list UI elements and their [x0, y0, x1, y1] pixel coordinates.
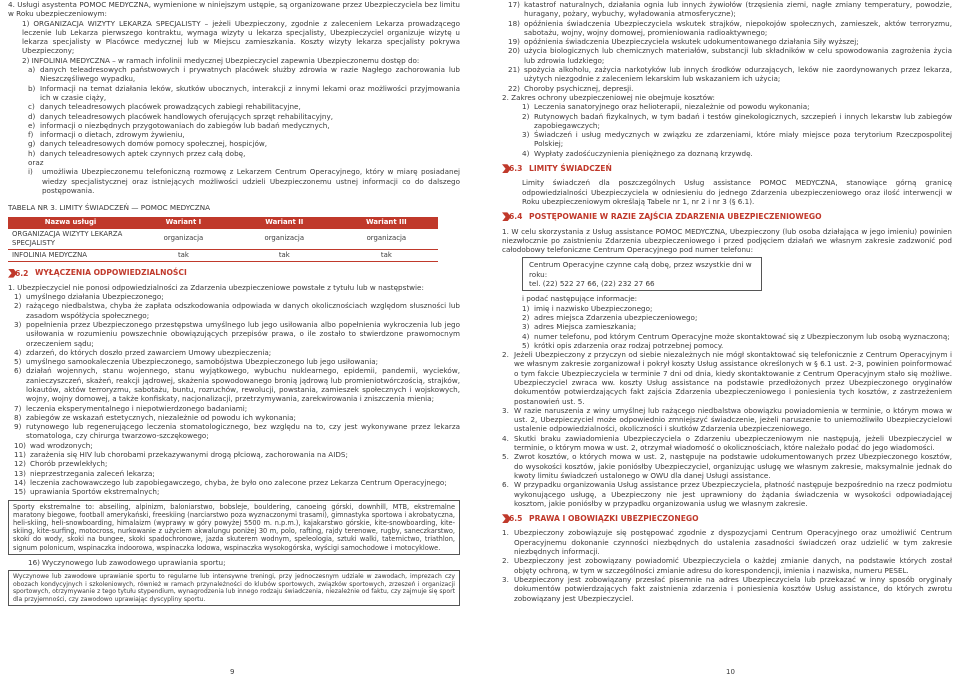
professional-sport-box: Wyczynowe lub zawodowe uprawianie sportu to regularne lub intensywne treningi, przy jednoczesnym udziale w zawodach, imprezach czy obozach kondycyjnych i szkoleniowych, również w ramach przynależności do klubów sportowych, związków sportowych, zrzeszeń i organizacji sportowych, otrzymywanie z tego tytułu stypendium, wynagrodzenia lub innego rodzaju świadczenia, niezależnie od faktu, czy zajmuje się sport dla przyjemności, czy zawodowo uprawiając dyscypliny sportu.: [8, 570, 460, 606]
item-text: krótki opis zdarzenia oraz rodzaj potrzebnej pomocy.: [534, 340, 724, 350]
list-item: [502, 332, 952, 341]
list-item: [8, 459, 460, 468]
table-cell: organizacja: [335, 229, 438, 250]
item-text: działań wojennych, stanu wojennego, stanu wyjątkowego, wybuchu nuklearnego, epidemii, pandemii, wycieków, zanieczyszczeń, skażeń, reakcji jądrowej, skażenia spowodowanego bronią jądrową lub promieniotwórczością, strajków, lokautów, aktów terroryzmu, sabotażu, buntu, rozruchów, rewolucji, powstania, zamieszek społecznych i wojskowych, wojny, wojny domowej, a także konfiskaty, nacjonalizacji, przetrzymywania, zarekwirowania i zniszczenia mienia;: [26, 366, 460, 404]
provide-info-text: i podać następujące informacje:: [522, 294, 638, 304]
list-item: [8, 469, 460, 478]
table-header-row: [8, 217, 438, 229]
list-item: [502, 480, 952, 508]
item-text: zabiegów ze wskazań estetycznych, niezależnie od powodu ich wykonania;: [26, 412, 296, 422]
list-item: [8, 84, 460, 103]
oraz-text: oraz: [28, 158, 44, 168]
item-text: imię i nazwisko Ubezpieczonego;: [534, 303, 653, 313]
item-number: 1.: [502, 528, 509, 538]
item-number: 8): [14, 412, 22, 422]
page-number-right: 10: [726, 668, 735, 676]
table-cell: ORGANIZACJA WIZYTY LEKARZA SPECJALISTY: [8, 229, 133, 250]
list-item: [8, 348, 460, 357]
item-text: Wyczynowego lub zawodowego uprawiania sportu;: [42, 557, 226, 567]
item-number: 6): [14, 366, 22, 376]
item-number: h): [28, 148, 36, 158]
list-item: [8, 167, 460, 195]
section-number: 6.4: [509, 212, 523, 222]
item-number: 3.: [502, 574, 509, 584]
section-heading: [8, 268, 460, 277]
item-number: b): [28, 83, 36, 93]
item-number: 19): [508, 37, 520, 47]
item-number: 1): [522, 102, 530, 112]
item-text: W razie naruszenia z winy umyślnej lub rażącego niedbalstwa obowiązku powiadomienia w terminie, o którym mowa w ust. 2, Ubezpieczyciel może odpowiednio zmniejszyć świadczenie, jeżeli naruszenie to uniemożliwiło Ubezpieczycielowi ustalenie odpowiedzialności, okoliczności i skutków Zdarzenia ubezpieczeniowego.: [514, 405, 952, 434]
item-text: spożycia alkoholu, zażycia narkotyków lub innych środków odurzających, leków nie zaordynowanych przez lekarza, użytych niezgodnie z zaleceniem lekarskim lub wskazaniem ich użycia;: [524, 65, 952, 84]
item-number: g): [28, 139, 36, 149]
list-item: [8, 487, 460, 496]
list-item: [8, 441, 460, 450]
extreme-sports-box: Sporty ekstremalne to: abseiling, alpinizm, baloniarstwo, bobsleje, bouldering, canoeing górski, downhill, MTB, ekstremalne maratony biegowe, football amerykański, freeskiing (narciarstwo poza wyznaczonymi trasami), gimnastyka sportowa i akrobatyczna, heli-skiing, heli-snowboarding, himalaizm (wyprawy w góry powyżej 5500 m. n.p.m.), kajakarstwo górskie, kite-snowboarding, kite-skiing, kite-surfing, motocross, nurkowanie z użyciem akwalungu poniżej 30 m, polo, rafting, rajdy terenowe, rugby, saneczkarstwo, skoki do wody, skoki na bungee, skoki spadochronowe, jazda skuterem wodnym, speleologia, sztuki walki, taternictwo, triathlon, signum polonicum, wspinaczka indoorowa, wspinaczka lodowa, wspinaczka wysokogórska, wyścigi samochodowe i motocyklowe.: [8, 500, 460, 555]
provide-info-list: [502, 304, 952, 350]
list-item: [502, 313, 952, 322]
item-number: 3): [522, 130, 530, 140]
table-header-cell: Wariant III: [335, 217, 438, 229]
list-item: [502, 528, 952, 556]
list-item: [502, 0, 952, 19]
item-text: Wypłaty zadośćuczynienia pieniężnego za doznaną krzywdę.: [534, 148, 753, 158]
list-item: [502, 556, 952, 575]
item-text: rutynowego lub regenerującego leczenia stomatologicznego, bez względu na to, czy jest wykonywane przez lekarza stomatologa, czy chirurga twarzowo-szczękowego;: [26, 422, 460, 441]
section-number: 6.2: [15, 268, 29, 278]
para-2: 2. Zakres ochrony ubezpieczeniowej nie obejmuje kosztów:: [502, 92, 715, 102]
procedure-list: [502, 350, 952, 508]
item-text: Ubezpieczony zobowiązuje się postępować zgodnie z dyspozycjami Centrum Operacyjnego oraz umożliwić Centrum Operacyjnemu dokonanie czynności niezbędnych do ustalenia zasadności świadczeń oraz udzielić w tym zakresie niezbędnych informacji.: [514, 528, 952, 557]
item-number: 18): [508, 18, 520, 28]
procedure-para-1: 1. W celu skorzystania z Usług assistance POMOC MEDYCZNA, Ubezpieczony (lub osoba działająca w jego imieniu) powinien niezwłocznie po zaistnieniu Zdarzenia ubezpieczeniowego i przed podjęciem działań we własnym zakresie zadzwonić pod całodobowy telefoniczne Centrum Operacyjnego pod numer telefonu:: [502, 226, 952, 255]
item-text: nieprzestrzegania zaleceń lekarza;: [30, 468, 155, 478]
contact-box: [522, 257, 762, 291]
item-number: 17): [508, 0, 520, 9]
item-text: rażącego niedbalstwa, chyba że zapłata odszkodowania odpowiada w danych okolicznościach względom słuszności lub zasadom współżycia społecznego;: [26, 301, 460, 320]
section-paragraph-icon: [8, 268, 29, 278]
item-text: Ubezpieczony jest zobowiązany przesłać pisemnie na adres Ubezpieczyciela lub przekazać w inny sposób oryginały dokumentów potwierdzających fakt zaistnienia zdarzenia i poniesienia kosztów Usług assistance, do których zwrotu zobowiązany jest Ubezpieczyciel.: [514, 574, 952, 603]
item-number: 15): [14, 487, 26, 497]
list-item: [8, 139, 460, 148]
item-number: 4): [522, 148, 530, 158]
section-heading: [502, 514, 952, 523]
section-title: POSTĘPOWANIE W RAZIE ZAJŚCIA ZDARZENIA UBEZPIECZENIOWEGO: [529, 212, 822, 222]
list-item: [502, 102, 952, 111]
item-number: 7): [14, 403, 22, 413]
limits-table: [8, 217, 438, 263]
list-item: [502, 304, 952, 313]
table-cell: INFOLINIA MEDYCZNA: [8, 250, 133, 262]
item-number: d): [28, 111, 36, 121]
list-item: [8, 413, 460, 422]
item-text: numer telefonu, pod którym Centrum Operacyjne może skontaktować się z Ubezpieczonym lub osobą wyznaczoną;: [534, 331, 950, 341]
list-item: [502, 84, 952, 93]
item-text: danych teleadresowych aptek czynnych przez całą dobę,: [40, 148, 246, 158]
table-body: [8, 229, 438, 262]
table-header-cell: Wariant II: [234, 217, 335, 229]
item-text: leczenia eksperymentalnego i niepotwierdzonego badaniami;: [26, 403, 248, 413]
item-number: 6.: [502, 480, 509, 490]
item-number: f): [28, 130, 34, 140]
section-title: LIMITY ŚWIADCZEŃ: [529, 164, 612, 174]
item-text: Jeżeli Ubezpieczony z przyczyn od siebie niezależnych nie mógł skontaktować się telefonicznie z Centrum Operacyjnym i we własnym zakresie zorganizował i pokrył koszty Usług assistance określonych w § 6.1 ust. 2-3, powinien poinformować o tym fakcie Ubezpieczyciela w terminie 7 dni od dnia, kiedy skontaktowanie z Centrum Operacyjnym stało się możliwe. Ubezpieczyciel zwraca ww. koszty Usług assistance na podstawie przedłożonych przez Ubezpieczonego oryginałów dokumentów potwierdzających fakt zajścia Zdarzenia ubezpieczeniowego i poniesienia tych kosztów, z zastrzeżeniem postanowień ust. 5.: [514, 350, 952, 406]
item-number: 2.: [502, 350, 509, 360]
exclusions-list: [8, 292, 460, 497]
list-item: [502, 434, 952, 453]
item-text: Świadczeń i usług medycznych w związku ze zdarzeniami, które miały miejsce poza terytorium Rzeczpospolitej Polskiej;: [534, 130, 952, 149]
item-text: Ubezpieczony jest zobowiązany powiadomić Ubezpieczyciela o każdej zmianie danych, na podstawie których został objęty ochroną, w tym w szczególności zmianie adresu do korespondencji, imienia i nazwiska, numeru PESEL.: [514, 556, 952, 575]
list-item: [8, 301, 460, 320]
item-number: a): [28, 65, 36, 75]
list-item: [502, 130, 952, 149]
item-number: 5): [14, 357, 22, 367]
list-item: [502, 46, 952, 65]
item-text: informacji o niezbędnych przygotowaniach do zabiegów lub badań medycznych,: [40, 120, 330, 130]
list-item: [8, 422, 460, 441]
item-number: i): [28, 167, 33, 177]
service-infoline: 2) INFOLINIA MEDYCZNA – w ramach infolinii medycznej Ubezpieczyciel zapewnia Ubezpieczonemu dostęp do:: [22, 55, 420, 65]
para-4: 4. Usługi asystenta POMOC MEDYCZNA, wymienione w niniejszym ustępie, są organizowane przez Ubezpieczyciela bez limitu w Roku ubezpieczeniowym:: [8, 0, 460, 19]
item-number: 5.: [502, 452, 509, 462]
item-number: 13): [14, 468, 26, 478]
list-item: [502, 575, 952, 603]
item-number: 9): [14, 422, 22, 432]
list-item: [502, 341, 952, 350]
item-number: 20): [508, 46, 520, 56]
left-page: [8, 0, 460, 679]
item-text: opóźnienia świadczenia Ubezpieczyciela wskutek strajków, niepokojów społecznych, zamieszek, aktów terroryzmu, sabotażu, wojny, wojny domowej, promieniowania radioaktywnego;: [524, 18, 952, 37]
list-item: [502, 37, 952, 46]
table-cell: tak: [133, 250, 234, 262]
item-number: 3.: [502, 405, 509, 415]
section-title: PRAWA I OBOWIĄZKI UBEZPIECZONEGO: [529, 514, 699, 524]
table-title: TABELA NR 3. LIMITY ŚWIADCZEŃ — POMOC MEDYCZNA: [8, 203, 211, 213]
item-number: 22): [508, 83, 520, 93]
item-number: 1): [522, 303, 530, 313]
item-text: Skutki braku zawiadomienia Ubezpieczyciela o Zdarzeniu ubezpieczeniowym nie następują, jeżeli Ubezpieczyciel w terminie, o którym mowa w ust. 2, otrzymał wiadomość o okolicznościach, które należało podać do jego wiadomości.: [514, 433, 952, 453]
item-text: Choroby psychicznej, depresji.: [524, 83, 634, 93]
item-text: zdarzeń, do których doszło przed zawarciem Umowy ubezpieczenia;: [26, 347, 272, 357]
item-text: danych teleadresowych placówek handlowych oferujących sprzęt rehabilitacyjny,: [40, 111, 334, 121]
excluded-costs-list: [502, 102, 952, 158]
table-header-cell: Wariant I: [133, 217, 234, 229]
table-header-cell: Nazwa usługi: [8, 217, 133, 229]
section-heading: [502, 212, 952, 221]
section-paragraph-icon: [502, 164, 523, 174]
item-number: 4): [522, 331, 530, 341]
table-cell: tak: [234, 250, 335, 262]
list-item: [502, 65, 952, 84]
item-text: uprawiania Sportów ekstremalnych;: [30, 487, 160, 497]
section-number: 6.3: [509, 164, 523, 174]
list-item: [8, 292, 460, 301]
item-text: adres miejsca Zdarzenia ubezpieczeniowego;: [534, 312, 698, 322]
list-item: [8, 478, 460, 487]
rights-obligations-list: [502, 528, 952, 602]
limits-text: Limity świadczeń dla poszczególnych Usług assistance POMOC MEDYCZNA, stanowiące górną granicę odpowiedzialności Ubezpieczyciela w odniesieniu do jednego Zdarzenia ubezpieczeniowego oraz ilość interwencji w Roku ubezpieczeniowym określają Tabele nr 1, nr 2 i nr 3 (§ 6.1).: [522, 178, 952, 206]
item-number: c): [28, 102, 35, 112]
list-item: [8, 320, 460, 348]
list-item: [502, 350, 952, 406]
section-paragraph-icon: [502, 514, 523, 524]
list-item: [502, 322, 952, 331]
section-number: 6.5: [509, 514, 523, 524]
table-row: [8, 229, 438, 250]
section-heading: [502, 164, 952, 173]
list-item: [8, 357, 460, 366]
list-item: [502, 112, 952, 131]
item-number: 3): [522, 322, 530, 332]
contact-phone[interactable]: tel. (22) 522 27 66, (22) 232 27 66: [529, 279, 655, 289]
item-text: popełnienia przez Ubezpieczonego przestępstwa umyślnego lub jego usiłowania albo popełnienia wykroczenia lub jego usiłowania w rozumieniu powszechnie obowiązujących przepisów prawa, o ile zostało to stwierdzone prawomocnym orzeczeniem sądu;: [26, 319, 460, 348]
list-item: [8, 121, 460, 130]
item-number: e): [28, 120, 36, 130]
right-page: [502, 0, 952, 679]
page-number-left: 9: [230, 668, 235, 676]
section-title: WYŁĄCZENIA ODPOWIEDZIALNOŚCI: [35, 268, 187, 278]
item-text: opóźnienia świadczenia Ubezpieczyciela wskutek udokumentowanego działania Siły wyższej;: [524, 37, 859, 47]
service-specialist: 1) ORGANIZACJA WIZYTY LEKARZA SPECJALISTY – jeżeli Ubezpieczony, zgodnie z zaleceniem Lekarza prowadzącego leczenie lub Lekarza pierwszego kontraktu, wymaga wizyty u lekarza specjalisty, Ubezpieczyciel organizuje wizytę u lekarza specjalisty w Placówce medycznej lub w Miejscu zamieszkania. Koszty wizyty lekarza specjalisty pokrywa Ubezpieczony;: [22, 18, 460, 56]
item-text: Informacji na temat działania leków, skutków ubocznych, interakcji z innymi lekami oraz możliwości przyjmowania ich w czasie ciąży,: [40, 83, 460, 102]
item-number: 1): [14, 292, 22, 302]
item-number: 2): [522, 312, 530, 322]
section-paragraph-icon: [502, 212, 523, 222]
list-item: [502, 19, 952, 38]
list-item: [8, 102, 460, 111]
list-item: [8, 404, 460, 413]
list-item: [502, 452, 952, 480]
item-text: danych teleadresowych placówek prowadzących zabiegi rehabilitacyjne,: [40, 102, 301, 112]
item-text: informacji o dietach, zdrowym żywieniu,: [40, 130, 185, 140]
list-item: [8, 450, 460, 459]
item-text: Zwrot kosztów, o których mowa w ust. 2, następuje na podstawie udokumentowanych przez Ubezpieczonego kosztów, do wysokości kosztów, jakie poniósłby Ubezpieczyciel, organizując usługę we własnym zakresie, maksymalnie jednak do kwoty limitu świadczeń ustalonego w OWU dla danej Usługi assistance.: [514, 452, 952, 480]
item-number: 21): [508, 65, 520, 75]
item-number: 2.: [502, 556, 509, 566]
item-text: umożliwia Ubezpieczonemu telefoniczną rozmowę z Lekarzem Centrum Operacyjnego, który w miarę posiadanej wiedzy specjalistycznej oraz istniejących możliwości udzieli Ubezpieczonemu ustnej informacji co do dalszego postępowania.: [42, 167, 460, 195]
item-number: 16): [28, 557, 40, 567]
exclusions-intro: 1. Ubezpieczyciel nie ponosi odpowiedzialności za Zdarzenia ubezpieczeniowe powstałe z tytułu lub w następstwie:: [8, 282, 424, 292]
infoline-list: [8, 65, 460, 158]
item-text: użycia biologicznych lub chemicznych materiałów, substancji lub składników w celu spowodowania zagrożenia życia lub zdrowia ludzkiego;: [524, 46, 952, 65]
table-row: [8, 250, 438, 262]
item-number: 4.: [502, 433, 509, 443]
item-text: W przypadku organizowania Usług assistance przez Ubezpieczyciela, płatność następuje bezpośrednio na rzecz podmiotu wykonującego usługę, a Ubezpieczony nie jest uprawniony do żądania świadczenia w wysokości odpowiadającej kosztom, jakie poniósłby w przypadku organizowania usług we własnym zakresie.: [514, 480, 952, 508]
item-text: Rutynowych badań fizykalnych, w tym badań i testów ginekologicznych, szczepień i innych lekarstw lub zabiegów zapobiegawczych;: [534, 111, 952, 130]
item-text: umyślnego działania Ubezpieczonego;: [26, 292, 164, 302]
item-text: danych teleadresowych państwowych i prywatnych placówek służby zdrowia w razie Nagłego zachorowania lub Nieszczęśliwego wypadku,: [40, 65, 460, 84]
item-number: 2): [14, 301, 22, 311]
item-text: danych teleadresowych domów pomocy społecznej, hospicjów,: [40, 139, 268, 149]
list-item: [8, 130, 460, 139]
item-text: umyślnego samookaleczenia Ubezpieczonego, samobójstwa Ubezpieczonego lub jego usiłowania;: [26, 357, 379, 367]
list-item: [502, 149, 952, 158]
item-number: 4): [14, 347, 22, 357]
item-number: 12): [14, 459, 26, 469]
item-number: 2): [522, 111, 530, 121]
item-text: Leczenia sanatoryjnego oraz helioterapii, niezależnie od powodu wykonania;: [534, 102, 810, 112]
item-text: zarażenia się HIV lub chorobami przekazywanymi drogą płciową, zachorowania na AIDS;: [30, 450, 348, 460]
item-text: adres Miejsca zamieszkania;: [534, 322, 637, 332]
item-number: 11): [14, 450, 26, 460]
list-item: [8, 149, 460, 158]
exclusions-continued-list: [502, 0, 952, 93]
table-cell: organizacja: [133, 229, 234, 250]
item-number: 10): [14, 440, 26, 450]
contact-hours: Centrum Operacyjne czynne całą dobę, przez wszystkie dni w roku:: [529, 260, 752, 279]
list-item: [8, 558, 460, 567]
list-item: [8, 366, 460, 403]
item-number: 5): [522, 340, 530, 350]
table-cell: tak: [335, 250, 438, 262]
item-text: leczenia zachowawczego lub zapobiegawczego, chyba, że było ono zalecone przez Lekarza Centrum Operacyjnego;: [30, 477, 447, 487]
item-text: katastrof naturalnych, działania ognia lub innych żywiołów (trzęsienia ziemi, nagłe zmiany temperatury, powodzie, huragany, pożary, wybuchy, wyładowania atmosferyczne);: [524, 0, 952, 19]
list-item: [8, 65, 460, 84]
list-item: [8, 112, 460, 121]
item-number: 3): [14, 319, 22, 329]
item-text: Chorób przewlekłych;: [30, 459, 108, 469]
item-text: wad wrodzonych;: [30, 440, 93, 450]
table-cell: organizacja: [234, 229, 335, 250]
list-item: [502, 406, 952, 434]
item-number: 14): [14, 477, 26, 487]
